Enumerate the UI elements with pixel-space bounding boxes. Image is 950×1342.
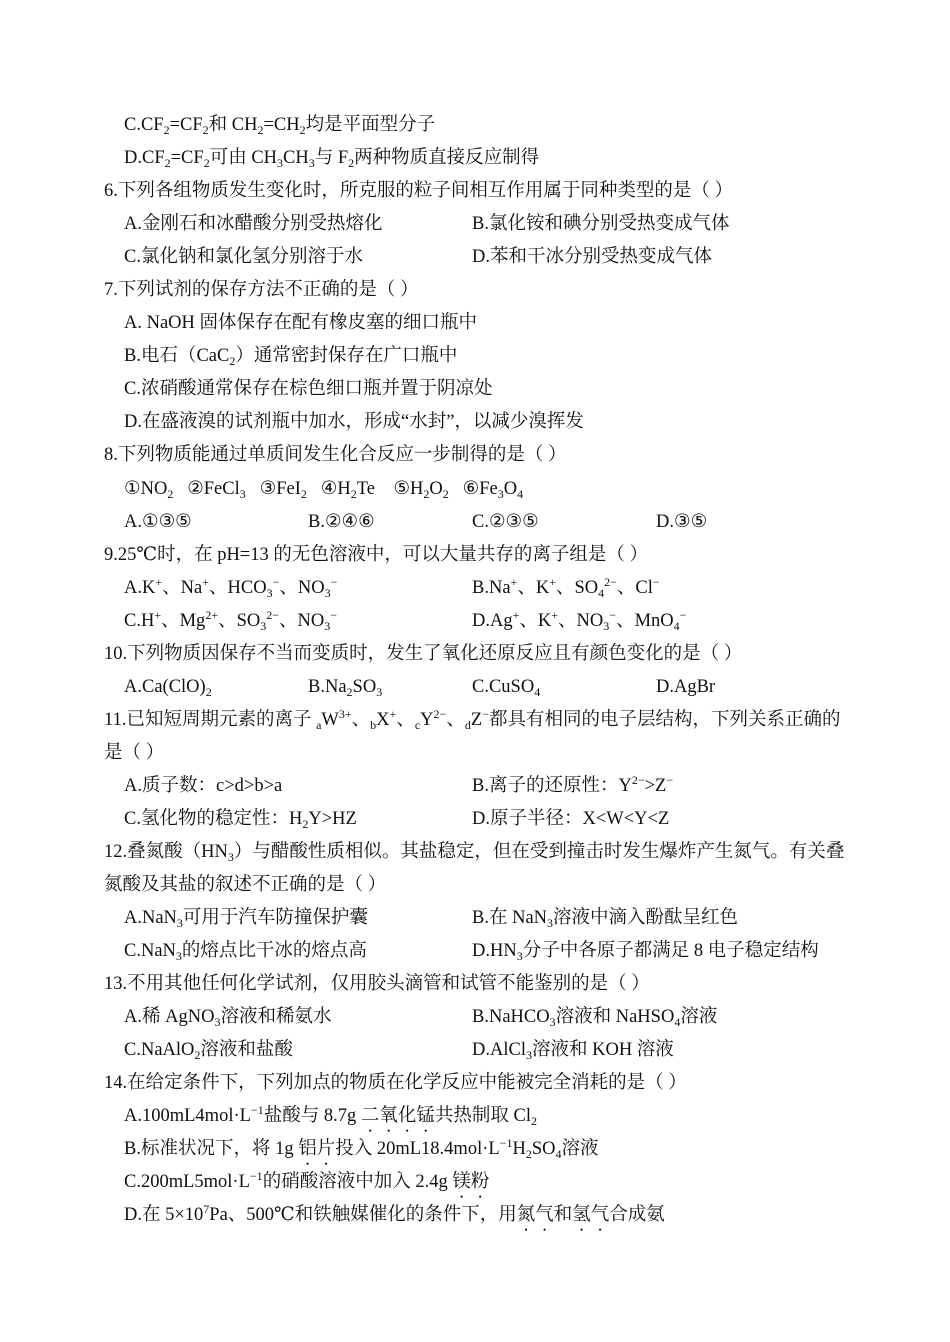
q9-option-b: B.Na+、K+、$SO_4^{2-}$、Cl−	[472, 575, 660, 600]
q13-stem: 13.不用其他任何化学试剂，仅用胶头滴管和试管不能鉴别的是（ ）	[104, 974, 650, 994]
q12-stem: 12.叠氮酸$(HN_3)$与醋酸性质相似。其盐稳定，但在受到撞击时发生爆炸产生氮气。有关叠	[104, 842, 845, 864]
q11-stem: 11.已知短周期元素的离子 $_aW^{3+}$、$_b$X+、$_cY^{2-}$、$_d$Z−都具有相同的电子层结构，下列关系正确的	[104, 707, 841, 732]
q6-option-b: B.氯化铵和碘分别受热变成气体	[472, 214, 730, 234]
q10-option-b: $B.Na_2SO_3$	[308, 677, 383, 699]
q11-option-d: D.原子半径：X<W<Y<Z	[472, 809, 670, 829]
q11-stem-cont: 是（ ）	[104, 743, 165, 763]
emphasized-substance: 镁粉	[452, 1172, 490, 1192]
q8-option-b: B.②④⑥	[308, 512, 375, 532]
q6-option-d: D.苯和干冰分别受热变成气体	[472, 247, 712, 267]
q14-option-d: D.在 $5\times 10^7Pa$、500℃和铁触媒催化的条件下，用氮气和氢气合成氨	[124, 1202, 665, 1225]
q10-stem: 10.下列物质因保存不当而变质时，发生了氧化还原反应且有颜色变化的是（ ）	[104, 644, 743, 664]
q6-option-a: A.金刚石和冰醋酸分别受热熔化	[124, 214, 383, 234]
q14-option-c: $C.200mL5mol\cdot L^{-1}$的硝酸溶液中加入 2.4g 镁粉	[124, 1169, 490, 1192]
q12-option-a: A.NaN$_3$可用于汽车防撞保护囊	[124, 908, 368, 930]
q6-stem: 6.下列各组物质发生变化时，所克服的粒子间相互作用属于同种类型的是（ ）	[104, 181, 734, 201]
q10-option-a: $A.Ca(ClO)_2$	[124, 677, 212, 699]
q8-stem: 8.下列物质能通过单质间发生化合反应一步制得的是（ ）	[104, 445, 567, 465]
q12-option-c: C.NaN$_3$的熔点比干冰的熔点高	[124, 941, 367, 963]
q12-option-b: B.在 NaN$_3$溶液中滴入酚酞呈红色	[472, 908, 739, 930]
q9-option-d: D.Ag+、K+、$NO_3^-$、MnO$_4$−	[472, 608, 687, 633]
q8-option-c: C.②③⑤	[472, 512, 539, 532]
q7-option-d: D.在盛液溴的试剂瓶中加水，形成“水封”，以减少溴挥发	[124, 412, 584, 432]
q8-items: $①NO_2$ ②FeCl$_3$ ③FeI$_2$ $④H_2Te$ $⑤H_2O_2$ $⑥Fe_3O_4$	[124, 479, 524, 501]
emphasized-substance: 铝片	[298, 1139, 336, 1159]
q13-option-d: D.AlCl$_3$溶液和 KOH 溶液	[472, 1040, 674, 1062]
q5-option-d: $D.CF_2=CF_2$可由 $CH_3CH_3$与 $F_2$两种物质直接反应制得	[124, 148, 540, 170]
emphasized-substance: 二氧化锰	[360, 1106, 435, 1126]
emphasized-substance: 氢气	[572, 1205, 610, 1225]
q13-option-b: B.NaHCO$_3$溶液和 NaHSO$_4$溶液	[472, 1007, 718, 1029]
q7-stem: 7.下列试剂的保存方法不正确的是（ ）	[104, 280, 419, 300]
q14-option-a: $A.100mL4mol\cdot L^{-1}$盐酸与 8.7g 二氧化锰共热制取 $Cl_2$	[124, 1103, 537, 1128]
q7-option-c: C.浓硝酸通常保存在棕色细口瓶并置于阴凉处	[124, 379, 493, 399]
q8-option-a: A.①③⑤	[124, 512, 192, 532]
q10-option-d: D.AgBr	[656, 677, 716, 697]
q11-option-c: C.氢化物的稳定性：$H_2Y>HZ$	[124, 809, 357, 831]
emphasized-substance: 氮气	[516, 1205, 554, 1225]
q7-option-b: B.电石（CaC$_2$）通常密封保存在广口瓶中	[124, 346, 458, 368]
q8-option-d: D.③⑤	[656, 512, 708, 532]
q14-option-b: B.标准状况下，将 1g 铝片投入 $20mL18.4mol\cdot L^{-1}H_2SO_4$溶液	[124, 1136, 599, 1161]
q10-option-c: C.CuSO$_4$	[472, 677, 541, 699]
q6-option-c: C.氯化钠和氯化氢分别溶于水	[124, 247, 363, 267]
q12-option-d: $D.HN_3$分子中各原子都满足 8 电子稳定结构	[472, 941, 819, 963]
q11-option-a: A.质子数：c>d>b>a	[124, 776, 283, 796]
q13-option-a: A.稀 AgNO$_3$溶液和稀氨水	[124, 1007, 332, 1029]
q7-option-a: A. NaOH 固体保存在配有橡皮塞的细口瓶中	[124, 313, 478, 333]
q9-stem: 9.25℃时，在 pH=13 的无色溶液中，可以大量共存的离子组是（ ）	[104, 545, 648, 565]
q11-option-b: B.离子的还原性：$Y^{2-}>Z^-$	[472, 773, 674, 796]
q9-option-a: A.K+、Na+、$HCO_3^-$、$NO_3^-$	[124, 575, 338, 600]
q5-option-c: $C.CF_2=CF_2$和 $CH_2=CH_2$均是平面型分子	[124, 115, 436, 137]
q12-stem-cont: 氮酸及其盐的叙述不正确的是（ ）	[104, 875, 387, 895]
q9-option-c: C.H+、$Mg^{2+}$、$SO_3^{2-}$、$NO_3^-$	[124, 608, 338, 633]
q14-stem: 14.在给定条件下，下列加点的物质在化学反应中能被完全消耗的是（ ）	[104, 1073, 687, 1093]
q13-option-c: C.NaAlO$_2$溶液和盐酸	[124, 1040, 293, 1062]
